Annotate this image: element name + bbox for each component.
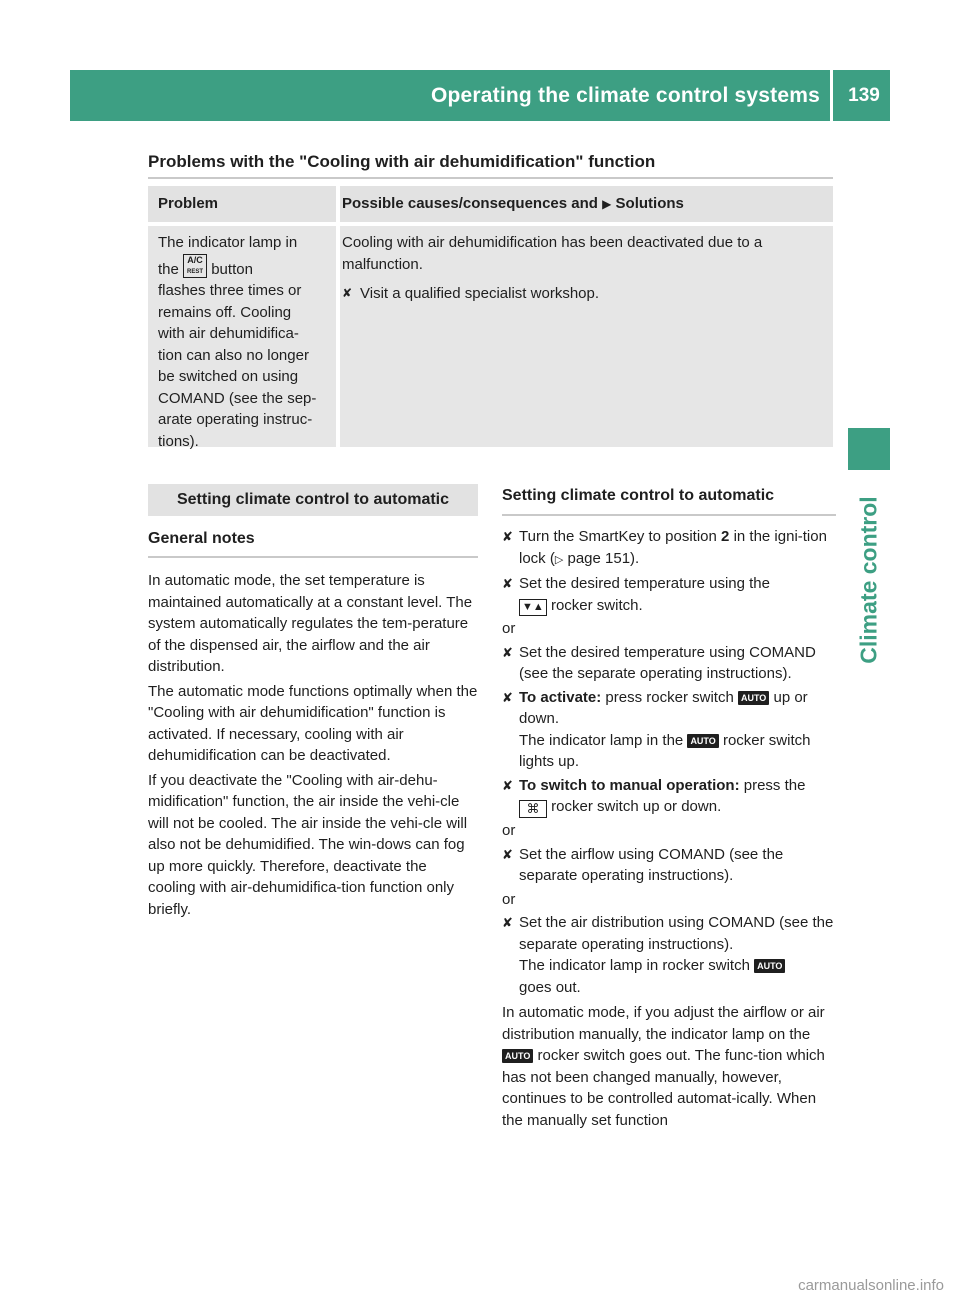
sub-heading: General notes (148, 530, 255, 547)
column-header-solutions (340, 186, 833, 222)
problems-table (148, 186, 833, 450)
step-text: up or down. (519, 688, 808, 727)
step-text: Set the airflow using COMAND (see the separate operating instructions). (519, 845, 784, 884)
right-heading: Setting climate control to automatic (502, 487, 775, 504)
side-tab-label: Climate control (855, 496, 882, 664)
problem-the: the (158, 260, 179, 278)
problem-line: remains off. Cooling (158, 303, 292, 321)
column-header-solutions-label: Solutions (615, 195, 684, 212)
or-separator: or (502, 822, 516, 839)
right-column (502, 484, 836, 1131)
step-text: Turn the SmartKey to position (519, 528, 717, 545)
step-note: rocker switch lights up. (519, 731, 811, 770)
column-header-causes: Possible causes/consequences and (342, 195, 598, 212)
step-arrow-icon: ✘ (502, 644, 513, 660)
step-note: goes out. (519, 978, 581, 996)
page-ref-icon: ▷ (554, 553, 564, 566)
problem-line: with air dehumidifica- (158, 325, 299, 342)
or-separator: or (502, 890, 516, 908)
paragraph: The automatic mode functions optimally when the "Cooling with air dehumidification" function is activated. If necessary, cooling with air dehumidification can be deactivated. (148, 682, 478, 764)
closing-text: In automatic mode, if you adjust the airflow or air distribution manually, the indicator lamp on the (502, 1004, 825, 1043)
step-text: Set the air distribution using COMAND (see the separate operating instructions). (519, 914, 834, 953)
sub-heading-rule (148, 556, 478, 558)
right-heading-rule (502, 514, 836, 516)
step-text: Set the desired temperature using COMAND (see the separate operating instructions). (519, 643, 816, 682)
ac-icon-bottom: REST (187, 268, 204, 275)
airflow-rocker-icon: ⌘ (519, 800, 547, 818)
step-label: To activate: (519, 688, 602, 706)
ac-icon-top: A/C (187, 254, 203, 265)
side-tab-marker (848, 428, 890, 470)
instruction-step (502, 687, 836, 773)
watermark: carmanualsonline.info (798, 1277, 944, 1294)
instruction-step (502, 844, 836, 887)
step-text: press rocker switch (605, 688, 734, 706)
instruction-step (502, 912, 836, 998)
problem-button-word: button (211, 260, 253, 278)
step-note: The indicator lamp in the (519, 731, 684, 749)
step-text: Set the desired temperature using the (519, 575, 770, 592)
closing-paragraph (502, 1002, 836, 1131)
step-note: The indicator lamp in rocker switch (519, 957, 750, 974)
step-text: rocker switch. (550, 596, 643, 614)
solution-step-text: Visit a qualified specialist workshop. (360, 285, 600, 302)
problem-line: be switched on using (158, 368, 299, 385)
step-arrow-icon: ✘ (502, 529, 513, 544)
temperature-rocker-icon: ▼▲ (519, 599, 547, 616)
header-title: Operating the climate control systems (430, 84, 820, 107)
paragraph: In automatic mode, the set temperature is maintained automatically at a constant level. The system automatically regulates the tem-perature of the dispensed air, the airflow and the air distribution. (148, 572, 473, 675)
problem-line: flashes three times or (158, 282, 302, 299)
arrow-icon: ▶ (602, 197, 612, 211)
ac-button-icon (183, 254, 207, 278)
problem-line: tion can also no longer (158, 346, 309, 364)
solution-step (342, 283, 827, 305)
problem-line: COMAND (see the sep- (158, 389, 317, 407)
instruction-step (502, 526, 836, 571)
page-header (70, 70, 890, 121)
left-column (148, 484, 478, 920)
instruction-step (502, 642, 836, 685)
step-key-position: 2 (721, 528, 730, 545)
cause-text: Cooling with air dehumidification has been deactivated due to a malfunction. (342, 234, 763, 273)
problem-cell (148, 226, 336, 450)
step-arrow-icon: ✘ (342, 286, 353, 300)
problem-line: arate operating instruc- (158, 411, 313, 428)
step-text: in the igni-tion lock ( (519, 528, 827, 567)
shaded-heading: Setting climate control to automatic (148, 484, 478, 516)
or-separator: or (502, 620, 516, 637)
step-text: press the (743, 776, 806, 794)
paragraph: If you deactivate the "Cooling with air-dehu-midification" function, the air inside the vehi-cle will not be cooled. The air inside the vehi-cle will also not be dehumidified. The win-dows can fog up more quickly. Therefore, deactivate the cooling with air-dehumidifica-tion function only briefly. (148, 771, 468, 918)
step-arrow-icon: ✘ (502, 576, 513, 591)
step-arrow-icon: ✘ (502, 689, 513, 705)
page-number: 139 (848, 85, 880, 106)
step-label: To switch to manual operation: (519, 776, 740, 794)
step-text: rocker switch up or down. (551, 798, 722, 815)
header-divider (830, 70, 833, 121)
page-ref: page 151). (567, 549, 640, 567)
auto-icon: AUTO (687, 734, 718, 748)
section-title: Problems with the "Cooling with air dehumidification" function (148, 152, 656, 171)
solution-cell (340, 226, 833, 447)
auto-icon: AUTO (738, 691, 769, 705)
step-arrow-icon: ✘ (502, 915, 513, 930)
problem-line: The indicator lamp in (158, 234, 298, 251)
section-rule (148, 177, 833, 179)
closing-text: rocker switch goes out. The func-tion which has not been changed manually, however, continues to be controlled automat-ically. When the manually set function (502, 1047, 825, 1129)
step-arrow-icon: ✘ (502, 777, 513, 793)
problem-line (158, 254, 336, 281)
problem-line: tions). (158, 432, 199, 450)
auto-icon: AUTO (502, 1049, 533, 1063)
auto-icon: AUTO (754, 959, 785, 973)
instruction-step (502, 775, 836, 819)
column-header-problem: Problem (148, 186, 336, 222)
step-arrow-icon: ✘ (502, 846, 513, 862)
instruction-step (502, 573, 836, 616)
